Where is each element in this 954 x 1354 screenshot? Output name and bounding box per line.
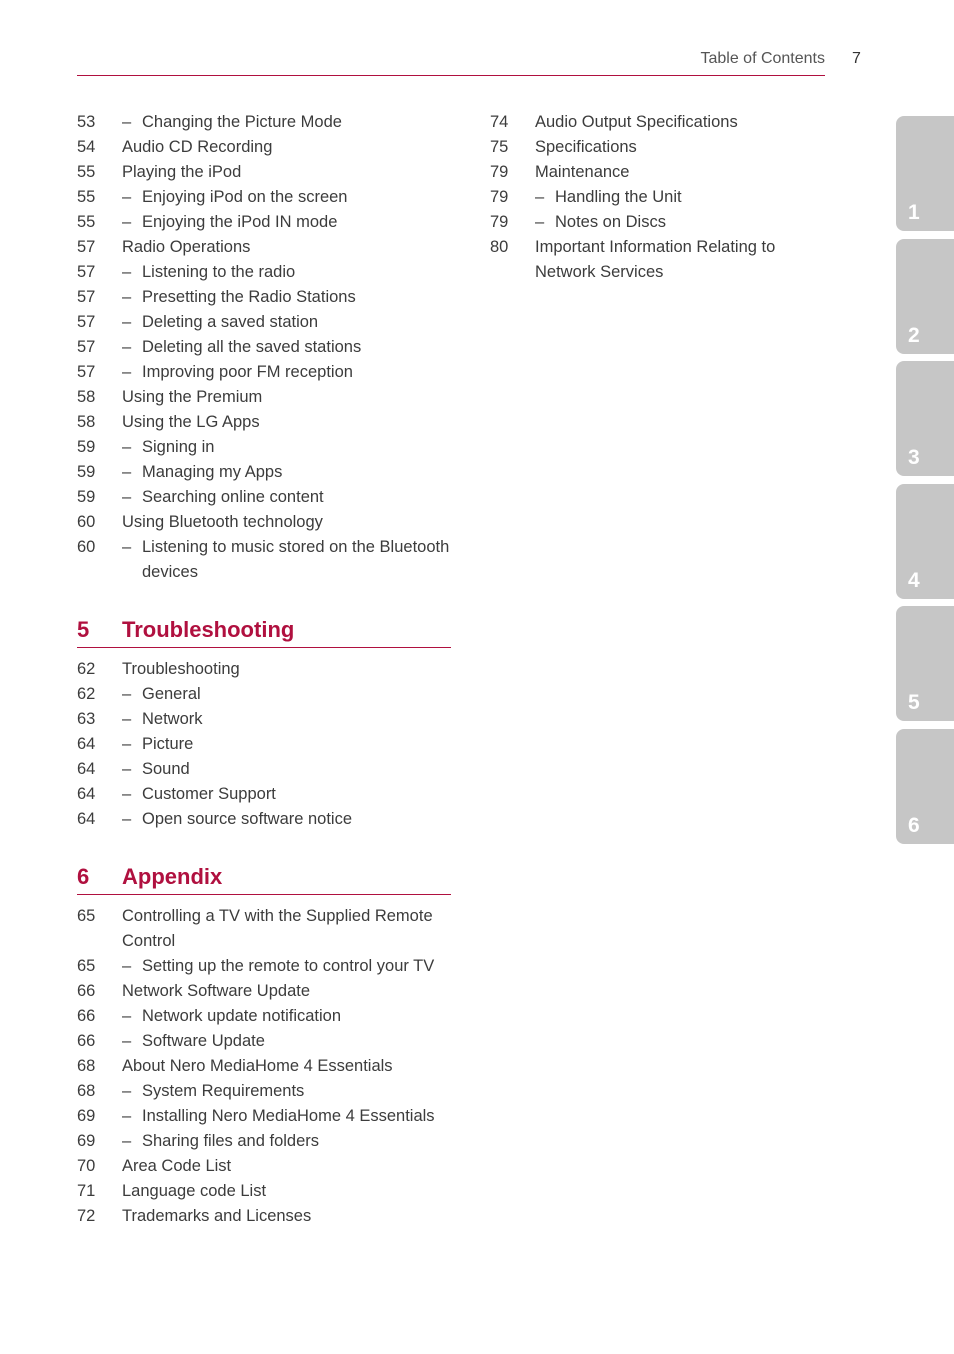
- toc-entry[interactable]: [77, 235, 451, 260]
- toc-entry-page: 57: [77, 313, 96, 331]
- sub-entry-dash: –: [535, 188, 545, 206]
- toc-entry-page: 59: [77, 438, 96, 456]
- sub-entry-dash: –: [122, 363, 132, 381]
- chapter-tab[interactable]: [896, 116, 954, 231]
- toc-entry-text-wrap: [122, 260, 451, 285]
- toc-entry-text-wrap: [122, 979, 451, 1004]
- toc-entry-title: Area Code List: [122, 1157, 232, 1175]
- chapter-tab[interactable]: [896, 239, 954, 354]
- toc-entry-text-wrap: [122, 732, 451, 757]
- toc-entry-title: Presetting the Radio Stations: [142, 288, 356, 306]
- toc-entry-title: Specifications: [535, 138, 637, 156]
- toc-entry-title: Installing Nero MediaHome 4 Essentials: [142, 1107, 435, 1125]
- toc-entry[interactable]: [77, 510, 451, 535]
- toc-entry-text-wrap: [122, 185, 451, 210]
- toc-entry-text-wrap: [122, 1029, 451, 1054]
- section-number: 5: [77, 617, 90, 642]
- toc-entry[interactable]: [77, 110, 451, 135]
- toc-entry[interactable]: [77, 807, 451, 832]
- toc-entry-text-wrap: [122, 1104, 451, 1129]
- toc-entry-page: 54: [77, 138, 96, 156]
- toc-entry-title: Troubleshooting: [122, 660, 240, 678]
- sub-entry-dash: –: [122, 1032, 132, 1050]
- toc-entry-page: 64: [77, 760, 96, 778]
- toc-entry-page: 66: [77, 982, 96, 1000]
- toc-entry-title: Enjoying the iPod IN mode: [142, 213, 338, 231]
- toc-entry-page: 57: [77, 338, 96, 356]
- toc-entry[interactable]: [77, 385, 451, 410]
- sub-entry-dash: –: [122, 1107, 132, 1125]
- toc-entry-title: Notes on Discs: [555, 213, 666, 231]
- toc-entry-text-wrap: [122, 1079, 451, 1104]
- section-heading[interactable]: [77, 617, 451, 648]
- header-title: Table of Contents: [700, 50, 825, 67]
- toc-entry-list: [77, 110, 451, 585]
- toc-entry-title: Customer Support: [142, 785, 276, 803]
- sub-entry-dash: –: [122, 438, 132, 456]
- toc-entry[interactable]: [77, 1179, 451, 1204]
- toc-entry-title: Maintenance: [535, 163, 630, 181]
- toc-section: [77, 617, 451, 832]
- toc-entry-page: 57: [77, 288, 96, 306]
- toc-entry[interactable]: [77, 657, 451, 682]
- toc-entry-page: 65: [77, 957, 96, 975]
- toc-entry[interactable]: [77, 410, 451, 435]
- toc-entry[interactable]: [77, 954, 451, 979]
- sub-entry-dash: –: [122, 338, 132, 356]
- toc-entry[interactable]: [77, 435, 451, 460]
- toc-entry-text-wrap: [535, 210, 820, 235]
- toc-entry-page: 80: [490, 238, 509, 256]
- chapter-tab-label: 2: [908, 323, 920, 347]
- toc-entry-page: 55: [77, 213, 96, 231]
- sub-entry-dash: –: [122, 735, 132, 753]
- toc-entry-title: Deleting all the saved stations: [142, 338, 362, 356]
- toc-entry-title: Searching online content: [142, 488, 324, 506]
- toc-entry-page: 79: [490, 188, 509, 206]
- toc-entry-text-wrap: [122, 360, 451, 385]
- toc-entry[interactable]: [77, 210, 451, 235]
- toc-entry-title: Sharing files and folders: [142, 1132, 320, 1150]
- toc-entry-title: Signing in: [142, 438, 215, 456]
- toc-entry-page: 69: [77, 1132, 96, 1150]
- toc-entry[interactable]: [490, 110, 820, 135]
- sub-entry-dash: –: [122, 538, 132, 556]
- sub-entry-dash: –: [122, 288, 132, 306]
- toc-entry-page: 58: [77, 413, 96, 431]
- toc-entry-text-wrap: [122, 1204, 451, 1229]
- toc-entry[interactable]: [77, 485, 451, 510]
- toc-entry-text-wrap: [535, 185, 820, 210]
- toc-entry-title: Sound: [142, 760, 190, 778]
- toc-entry-text-wrap: [122, 657, 451, 682]
- toc-entry-page: 62: [77, 660, 96, 678]
- page-number: 7: [852, 50, 861, 67]
- toc-entry-list: [490, 110, 820, 285]
- chapter-tab-label: 4: [908, 568, 920, 592]
- toc-entry-text-wrap: [535, 235, 820, 285]
- chapter-tab[interactable]: [896, 729, 954, 844]
- sub-entry-dash: –: [122, 263, 132, 281]
- toc-entry-text-wrap: [122, 535, 451, 585]
- toc-entry[interactable]: [77, 335, 451, 360]
- toc-entry-page: 55: [77, 163, 96, 181]
- toc-entry[interactable]: [77, 782, 451, 807]
- chapter-tab-label: 3: [908, 446, 920, 469]
- chapter-tab-label: 1: [908, 201, 920, 224]
- toc-entry-page: 74: [490, 113, 509, 131]
- sub-entry-dash: –: [122, 760, 132, 778]
- toc-entry[interactable]: [77, 1029, 451, 1054]
- toc-entry[interactable]: [490, 160, 820, 185]
- toc-entry-text-wrap: [122, 285, 451, 310]
- toc-entry-page: 60: [77, 538, 96, 556]
- toc-entry[interactable]: [77, 460, 451, 485]
- toc-entry[interactable]: [77, 682, 451, 707]
- chapter-tab-label: 5: [908, 691, 920, 714]
- toc-entry-title: Using the Premium: [122, 388, 263, 406]
- toc-entry[interactable]: [77, 1154, 451, 1179]
- toc-entry[interactable]: [77, 1129, 451, 1154]
- toc-entry-text-wrap: [122, 310, 451, 335]
- toc-entry-text-wrap: [122, 707, 451, 732]
- toc-entry-text-wrap: [122, 235, 451, 260]
- toc-entry-page: 64: [77, 785, 96, 803]
- toc-entry-text-wrap: [535, 135, 820, 160]
- toc-entry-title: Setting up the remote to control your TV: [142, 957, 435, 975]
- sub-entry-dash: –: [122, 685, 132, 703]
- toc-entry-title: Listening to the radio: [142, 263, 296, 281]
- sub-entry-dash: –: [122, 785, 132, 803]
- toc-entry[interactable]: [77, 732, 451, 757]
- toc-entry-page: 66: [77, 1032, 96, 1050]
- sub-entry-dash: –: [122, 810, 132, 828]
- toc-entry-title: Managing my Apps: [142, 463, 283, 481]
- toc-entry[interactable]: [77, 310, 451, 335]
- toc-entry-page: 72: [77, 1207, 96, 1225]
- toc-entry-text-wrap: [122, 335, 451, 360]
- toc-section: [77, 864, 451, 1229]
- toc-entry-page: 55: [77, 188, 96, 206]
- toc-entry-text-wrap: [122, 1129, 451, 1154]
- sub-entry-dash: –: [122, 188, 132, 206]
- sub-entry-dash: –: [122, 313, 132, 331]
- toc-entry-title: Important Information Relating to Network Services: [535, 238, 776, 281]
- toc-entry-page: 79: [490, 163, 509, 181]
- toc-entry[interactable]: [77, 535, 451, 585]
- toc-entry-title: Picture: [142, 735, 194, 753]
- toc-entry-page: 63: [77, 710, 96, 728]
- toc-left-column: [77, 110, 451, 1229]
- chapter-tab-label: 6: [908, 813, 920, 837]
- toc-entry-page: 57: [77, 363, 96, 381]
- toc-entry-page: 59: [77, 488, 96, 506]
- toc-entry-title: Language code List: [122, 1182, 267, 1200]
- toc-entry[interactable]: [77, 260, 451, 285]
- toc-entry-page: 58: [77, 388, 96, 406]
- sub-entry-dash: –: [122, 488, 132, 506]
- toc-entry-page: 64: [77, 735, 96, 753]
- toc-entry-text-wrap: [122, 460, 451, 485]
- toc-entry-title: General: [142, 685, 201, 703]
- toc-entry-title: Using Bluetooth technology: [122, 513, 323, 531]
- sub-entry-dash: –: [122, 1007, 132, 1025]
- sub-entry-dash: –: [122, 463, 132, 481]
- toc-entry[interactable]: [77, 1004, 451, 1029]
- toc-sections: [77, 617, 451, 1229]
- toc-entry-page: 57: [77, 263, 96, 281]
- toc-entry-text-wrap: [122, 954, 451, 979]
- toc-entry-title: Open source software notice: [142, 810, 353, 828]
- toc-entry-title: Controlling a TV with the Supplied Remote Control: [122, 907, 433, 950]
- toc-entry-title: Network update notification: [142, 1007, 342, 1025]
- toc-entry-title: Audio Output Specifications: [535, 113, 738, 131]
- toc-entry[interactable]: [77, 1104, 451, 1129]
- toc-entry-page: 62: [77, 685, 96, 703]
- toc-entry[interactable]: [77, 1204, 451, 1229]
- sub-entry-dash: –: [122, 710, 132, 728]
- toc-entry[interactable]: [490, 185, 820, 210]
- toc-entry-page: 57: [77, 238, 96, 256]
- toc-entry[interactable]: [77, 135, 451, 160]
- toc-entry-title: Network Software Update: [122, 982, 311, 1000]
- toc-entry-title: Playing the iPod: [122, 163, 242, 181]
- toc-entry-page: 59: [77, 463, 96, 481]
- toc-entry-page: 68: [77, 1057, 96, 1075]
- toc-entry[interactable]: [490, 210, 820, 235]
- chapter-tab[interactable]: [896, 484, 954, 599]
- section-heading[interactable]: [77, 864, 451, 895]
- sub-entry-dash: –: [122, 1082, 132, 1100]
- toc-entry-title: Handling the Unit: [555, 188, 682, 206]
- toc-entry-title: Listening to music stored on the Bluetooth devices: [142, 538, 450, 581]
- toc-entry-text-wrap: [535, 160, 820, 185]
- toc-entry-text-wrap: [122, 160, 451, 185]
- toc-entry-title: Changing the Picture Mode: [142, 113, 342, 131]
- toc-entry-page: 66: [77, 1007, 96, 1025]
- toc-entry-text-wrap: [122, 1154, 451, 1179]
- section-title: Troubleshooting: [122, 617, 295, 642]
- toc-entry-title: System Requirements: [142, 1082, 305, 1100]
- toc-entry-text-wrap: [122, 510, 451, 535]
- toc-entry-title: Improving poor FM reception: [142, 363, 353, 381]
- toc-entry[interactable]: [77, 707, 451, 732]
- toc-entry-title: Radio Operations: [122, 238, 251, 256]
- chapter-tab[interactable]: [896, 361, 954, 476]
- toc-entry[interactable]: [77, 285, 451, 310]
- toc-entry-title: Trademarks and Licenses: [122, 1207, 312, 1225]
- toc-entry-text-wrap: [122, 485, 451, 510]
- toc-entry-title: Audio CD Recording: [122, 138, 273, 156]
- toc-entry-title: Software Update: [142, 1032, 265, 1050]
- toc-entry-page: 79: [490, 213, 509, 231]
- toc-entry-text-wrap: [122, 782, 451, 807]
- toc-entry-text-wrap: [122, 757, 451, 782]
- toc-entry-title: About Nero MediaHome 4 Essentials: [122, 1057, 393, 1075]
- sub-entry-dash: –: [535, 213, 545, 231]
- toc-entry-page: 60: [77, 513, 96, 531]
- toc-entry-page: 53: [77, 113, 96, 131]
- toc-entry-text-wrap: [122, 210, 451, 235]
- toc-entry[interactable]: [77, 904, 451, 954]
- toc-entry-title: Using the LG Apps: [122, 413, 260, 431]
- toc-entry[interactable]: [77, 1079, 451, 1104]
- toc-entry[interactable]: [77, 1054, 451, 1079]
- toc-entry[interactable]: [490, 235, 820, 285]
- toc-entry-text-wrap: [122, 110, 451, 135]
- toc-entry-text-wrap: [122, 1004, 451, 1029]
- chapter-tabs: [896, 116, 954, 851]
- toc-entry[interactable]: [77, 360, 451, 385]
- toc-entry[interactable]: [77, 757, 451, 782]
- toc-entry-text-wrap: [122, 385, 451, 410]
- sub-entry-dash: –: [122, 957, 132, 975]
- sub-entry-dash: –: [122, 213, 132, 231]
- section-title: Appendix: [122, 864, 223, 889]
- toc-entry-page: 65: [77, 907, 96, 925]
- toc-entry-text-wrap: [122, 904, 451, 954]
- toc-entry-text-wrap: [122, 807, 451, 832]
- toc-entry-text-wrap: [122, 1179, 451, 1204]
- toc-entry-text-wrap: [122, 682, 451, 707]
- toc-entry-title: Network: [142, 710, 203, 728]
- toc-entry-page: 71: [77, 1182, 96, 1200]
- toc-entry-page: 70: [77, 1157, 96, 1175]
- toc-entry-text-wrap: [535, 110, 820, 135]
- toc-entry-text-wrap: [122, 435, 451, 460]
- toc-entry[interactable]: [490, 135, 820, 160]
- section-number: 6: [77, 864, 90, 889]
- toc-entry-page: 75: [490, 138, 509, 156]
- toc-entry-text-wrap: [122, 135, 451, 160]
- toc-entry[interactable]: [77, 185, 451, 210]
- sub-entry-dash: –: [122, 1132, 132, 1150]
- header-divider: [77, 75, 825, 76]
- toc-entry[interactable]: [77, 160, 451, 185]
- toc-entry-text-wrap: [122, 410, 451, 435]
- toc-entry-page: 69: [77, 1107, 96, 1125]
- toc-entry-page: 68: [77, 1082, 96, 1100]
- toc-entry[interactable]: [77, 979, 451, 1004]
- toc-entry-title: Enjoying iPod on the screen: [142, 188, 348, 206]
- chapter-tab[interactable]: [896, 606, 954, 721]
- toc-entry-page: 64: [77, 810, 96, 828]
- sub-entry-dash: –: [122, 113, 132, 131]
- toc-entry-text-wrap: [122, 1054, 451, 1079]
- toc-right-column: [490, 110, 820, 285]
- toc-entry-title: Deleting a saved station: [142, 313, 319, 331]
